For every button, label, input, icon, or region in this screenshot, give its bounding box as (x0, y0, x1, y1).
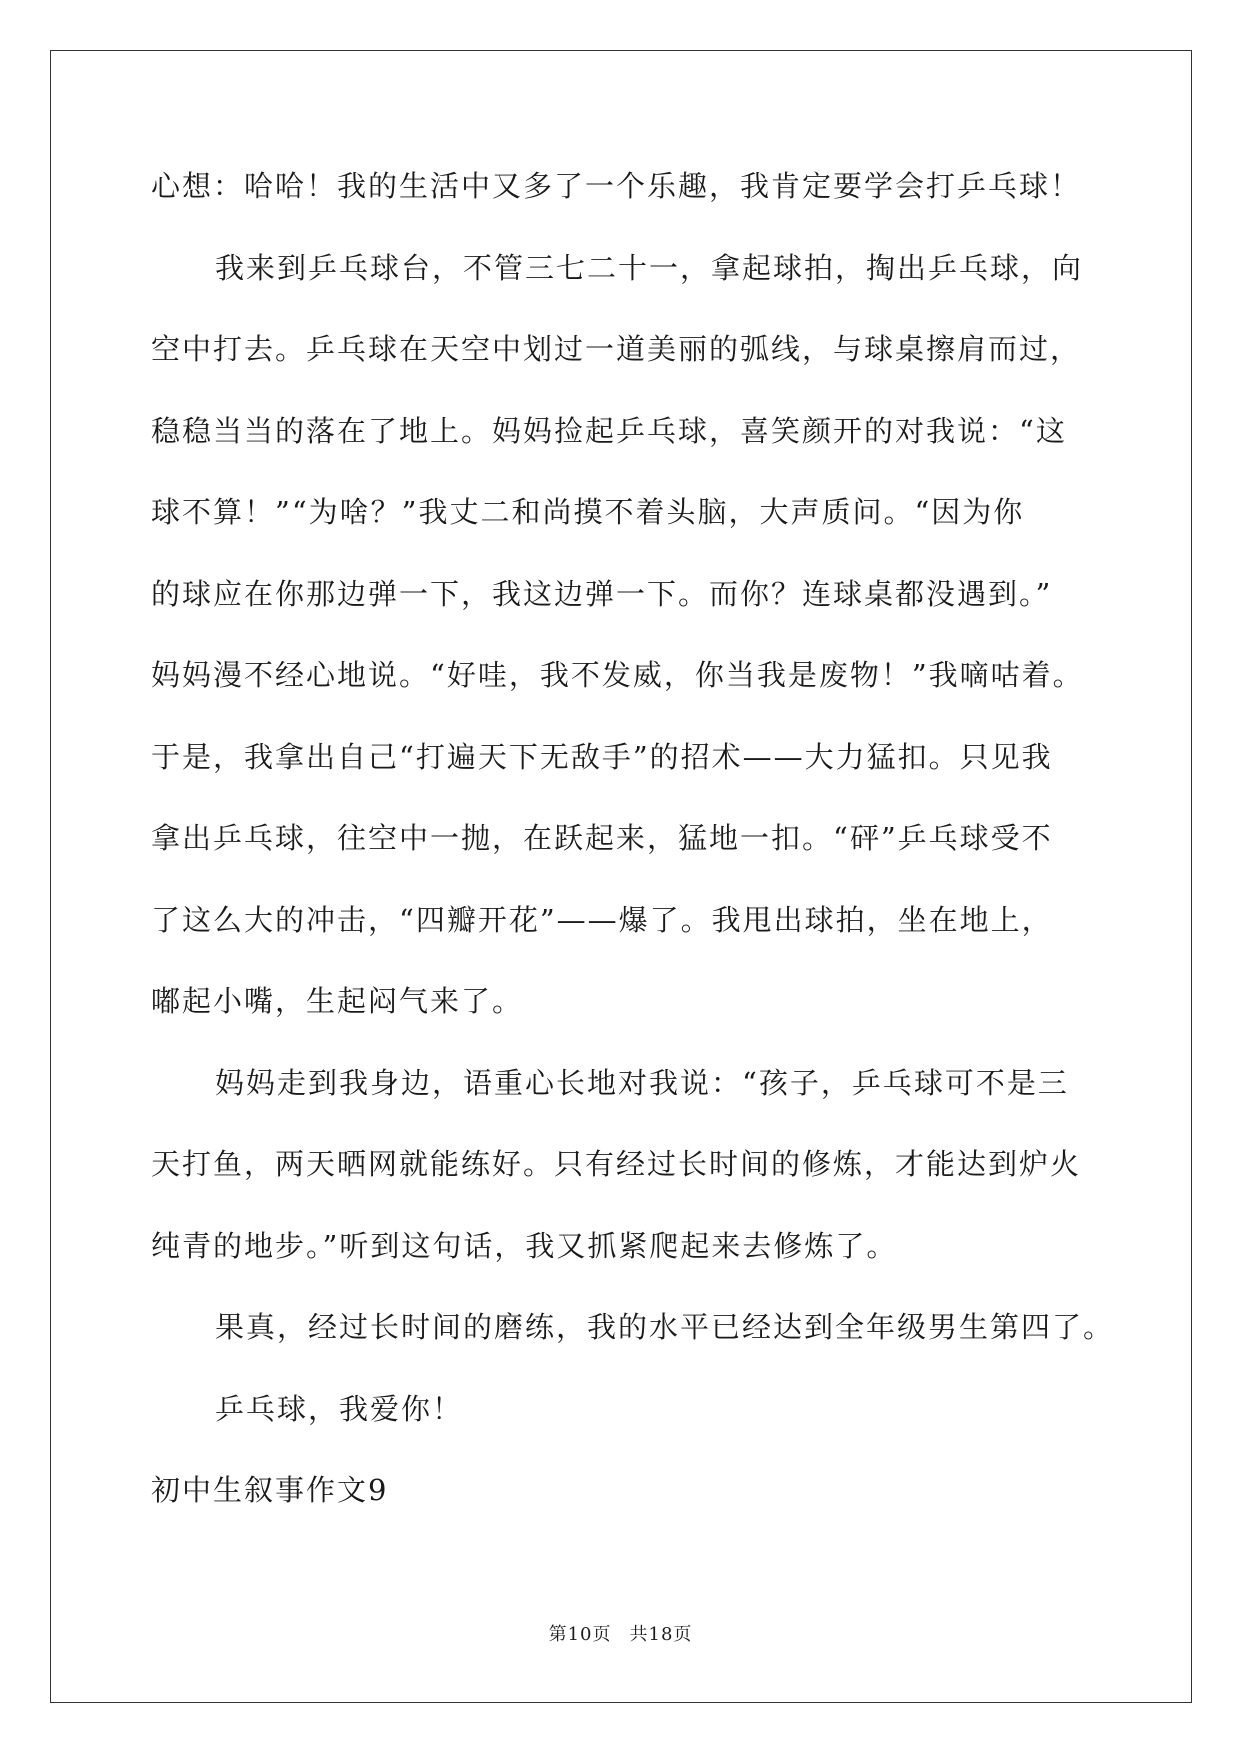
page-number: 第10页 (548, 1624, 612, 1645)
text-line-11: 嘟起小嘴，生起闷气来了。 (151, 984, 524, 1018)
text-line-12: 妈妈走到我身边，语重心长地对我说：“孩子，乒乓球可不是三 (215, 1065, 1069, 1100)
text-line-4: 稳稳当当的落在了地上。妈妈捡起乒乓球，喜笑颜开的对我说：“这 (151, 413, 1067, 448)
text-line-2: 我来到乒乓球台，不管三七二十一，拿起球拍，掏出乒乓球，向 (215, 250, 1084, 285)
text-line-5: 球不算！”“为啥？”我丈二和尚摸不着头脑，大声质问。“因为你 (151, 495, 1025, 529)
text-line-10: 了这么大的冲击，“四瓣开花”——爆了。我甩出球拍，坐在地上， (151, 902, 1053, 937)
text-line-7: 妈妈漫不经心地说。“好哇，我不发威，你当我是废物！”我嘀咕着。 (151, 658, 1084, 692)
text-line-6: 的球应在你那边弹一下，我这边弹一下。而你？连球桌都没遇到。” (151, 576, 1053, 611)
text-line-9: 拿出乒乓球，往空中一抛，在跃起来，猛地一扣。“砰”乒乓球受不 (151, 821, 1053, 855)
section-heading: 初中生叙事作文9 (151, 1473, 389, 1507)
text-line-16: 乒乓球，我爱你！ (215, 1391, 464, 1426)
page-footer (0, 1620, 1241, 1646)
text-line-13: 天打鱼，两天晒网就能练好。只有经过长时间的修炼，才能达到炉火 (151, 1147, 1082, 1181)
text-line-1: 心想：哈哈！我的生活中又多了一个乐趣，我肯定要学会打乒乓球！ (151, 169, 1082, 203)
text-line-15: 果真，经过长时间的磨练，我的水平已经达到全年级男生第四了。 (215, 1310, 1115, 1344)
text-line-8: 于是，我拿出自己“打遍天下无敌手”的招术——大力猛扣。只见我 (151, 739, 1053, 774)
text-line-14: 纯青的地步。”听到这句话，我又抓紧爬起来去修炼了。 (151, 1228, 898, 1263)
document-body (151, 166, 1115, 1552)
page-total: 共18页 (629, 1624, 693, 1645)
text-line-3: 空中打去。乒乓球在天空中划过一道美丽的弧线，与球桌擦肩而过， (151, 332, 1082, 366)
